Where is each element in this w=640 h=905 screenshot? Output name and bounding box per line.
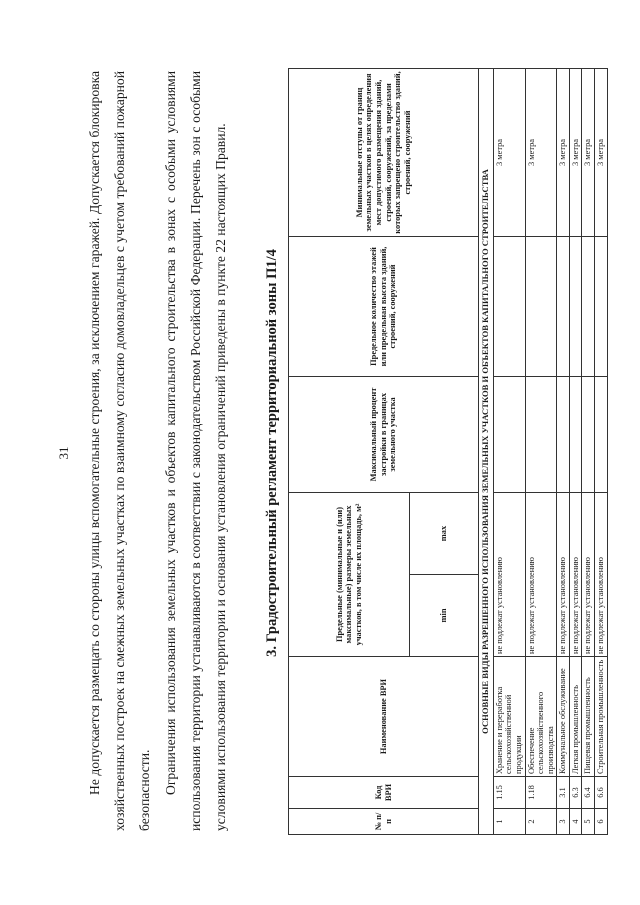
table-row <box>557 68 570 834</box>
cell-percent <box>582 376 595 492</box>
cell-name: Легкая промышленность <box>569 656 582 776</box>
cell-size: не подлежат установлению <box>595 492 608 656</box>
document-page <box>50 43 605 863</box>
table-row <box>569 68 582 834</box>
cell-code: 1.15 <box>493 776 525 808</box>
cell-percent <box>569 376 582 492</box>
cell-code: 6.4 <box>582 776 595 808</box>
cell-name: Строительная промышленность <box>595 656 608 776</box>
header-setback: Минимальные отступы от границ земельных участков в целях определения мест допустимого размещения зданий, строений, сооружений, за пределами которых запрещено строительство зданий, строений, сооружений <box>289 68 479 236</box>
table-row <box>595 68 608 834</box>
header-percent: Максимальный процент застройки в границах земельного участка <box>289 376 479 492</box>
table-row <box>493 68 525 834</box>
table-header-row <box>289 68 410 834</box>
cell-setback: 3 метра <box>569 68 582 236</box>
header-code: Код ВРИ <box>289 776 479 808</box>
cell-size: не подлежат установлению <box>569 492 582 656</box>
cell-floors <box>493 236 525 376</box>
cell-size: не подлежат установлению <box>582 492 595 656</box>
cell-floors <box>595 236 608 376</box>
table-row <box>582 68 595 834</box>
header-min: min <box>410 574 479 656</box>
cell-num: 2 <box>525 808 557 834</box>
cell-setback: 3 метра <box>595 68 608 236</box>
table-group-row <box>479 68 494 834</box>
header-name: Наименование ВРИ <box>289 656 479 776</box>
cell-percent <box>525 376 557 492</box>
header-max: max <box>410 492 479 574</box>
cell-setback: 3 метра <box>493 68 525 236</box>
cell-setback: 3 метра <box>525 68 557 236</box>
cell-floors <box>569 236 582 376</box>
cell-name: Коммунальное обслуживание <box>557 656 570 776</box>
header-num: № п/п <box>289 808 479 834</box>
cell-code: 6.6 <box>595 776 608 808</box>
cell-code: 1.18 <box>525 776 557 808</box>
cell-size: не подлежат установлению <box>557 492 570 656</box>
cell-setback: 3 метра <box>582 68 595 236</box>
cell-num: 1 <box>493 808 525 834</box>
cell-code: 3.1 <box>557 776 570 808</box>
cell-name: Пищевая промышленность <box>582 656 595 776</box>
paragraph-outbuildings: Не допускается размещать со стороны улицы вспомогательные строения, за исключением гаражей. Допускается блокировка хозяйственных построек на смежных земельных участках по взаимному согласию домовладельцев с учетом требований пожарной безопасности. <box>87 70 152 831</box>
cell-percent <box>557 376 570 492</box>
page-number: 31 <box>56 446 71 459</box>
header-sizes: Предельные (минимальные и (или) максимальные) размеры земельных участков, в том числе их площадь, м² <box>289 492 410 656</box>
cell-floors <box>525 236 557 376</box>
group-title: ОСНОВНЫЕ ВИДЫ РАЗРЕШЕННОГО ИСПОЛЬЗОВАНИЯ ЗЕМЕЛЬНЫХ УЧАСТКОВ И ОБЪЕКТОВ КАПИТАЛЬНОГО СТРОИТЕЛЬСТВА <box>479 68 494 834</box>
cell-percent <box>493 376 525 492</box>
paragraph-restrictions: Ограничения использования земельных участков и объектов капитального строительства в зонах с особыми условиями использования территории устанавливаются в соответствии с законодательством Российской Федерации. Перечень зон с особыми условиями использования территории и основания установления ограничений приведены в пункте 22 настоящих Правил. <box>163 70 228 831</box>
cell-name: Хранение и переработка сельскохозяйственной продукции <box>493 656 525 776</box>
cell-name: Обеспечение сельскохозяйственного производства <box>525 656 557 776</box>
cell-size: не подлежат установлению <box>493 492 525 656</box>
cell-setback: 3 метра <box>557 68 570 236</box>
table-row <box>525 68 557 834</box>
cell-num: 5 <box>582 808 595 834</box>
cell-size: не подлежат установлению <box>525 492 557 656</box>
table-body <box>479 68 608 834</box>
cell-code: 6.3 <box>569 776 582 808</box>
cell-num: 6 <box>595 808 608 834</box>
header-floors: Предельное количество этажей или предельная высота зданий, строений, сооружений <box>289 236 479 376</box>
cell-percent <box>595 376 608 492</box>
cell-num: 4 <box>569 808 582 834</box>
cell-num: 3 <box>557 808 570 834</box>
cell-floors <box>582 236 595 376</box>
cell-floors <box>557 236 570 376</box>
zoning-regulation-table <box>288 68 608 835</box>
section-title: 3. Градостроительный регламент территориальной зоны П1/4 <box>264 248 280 657</box>
